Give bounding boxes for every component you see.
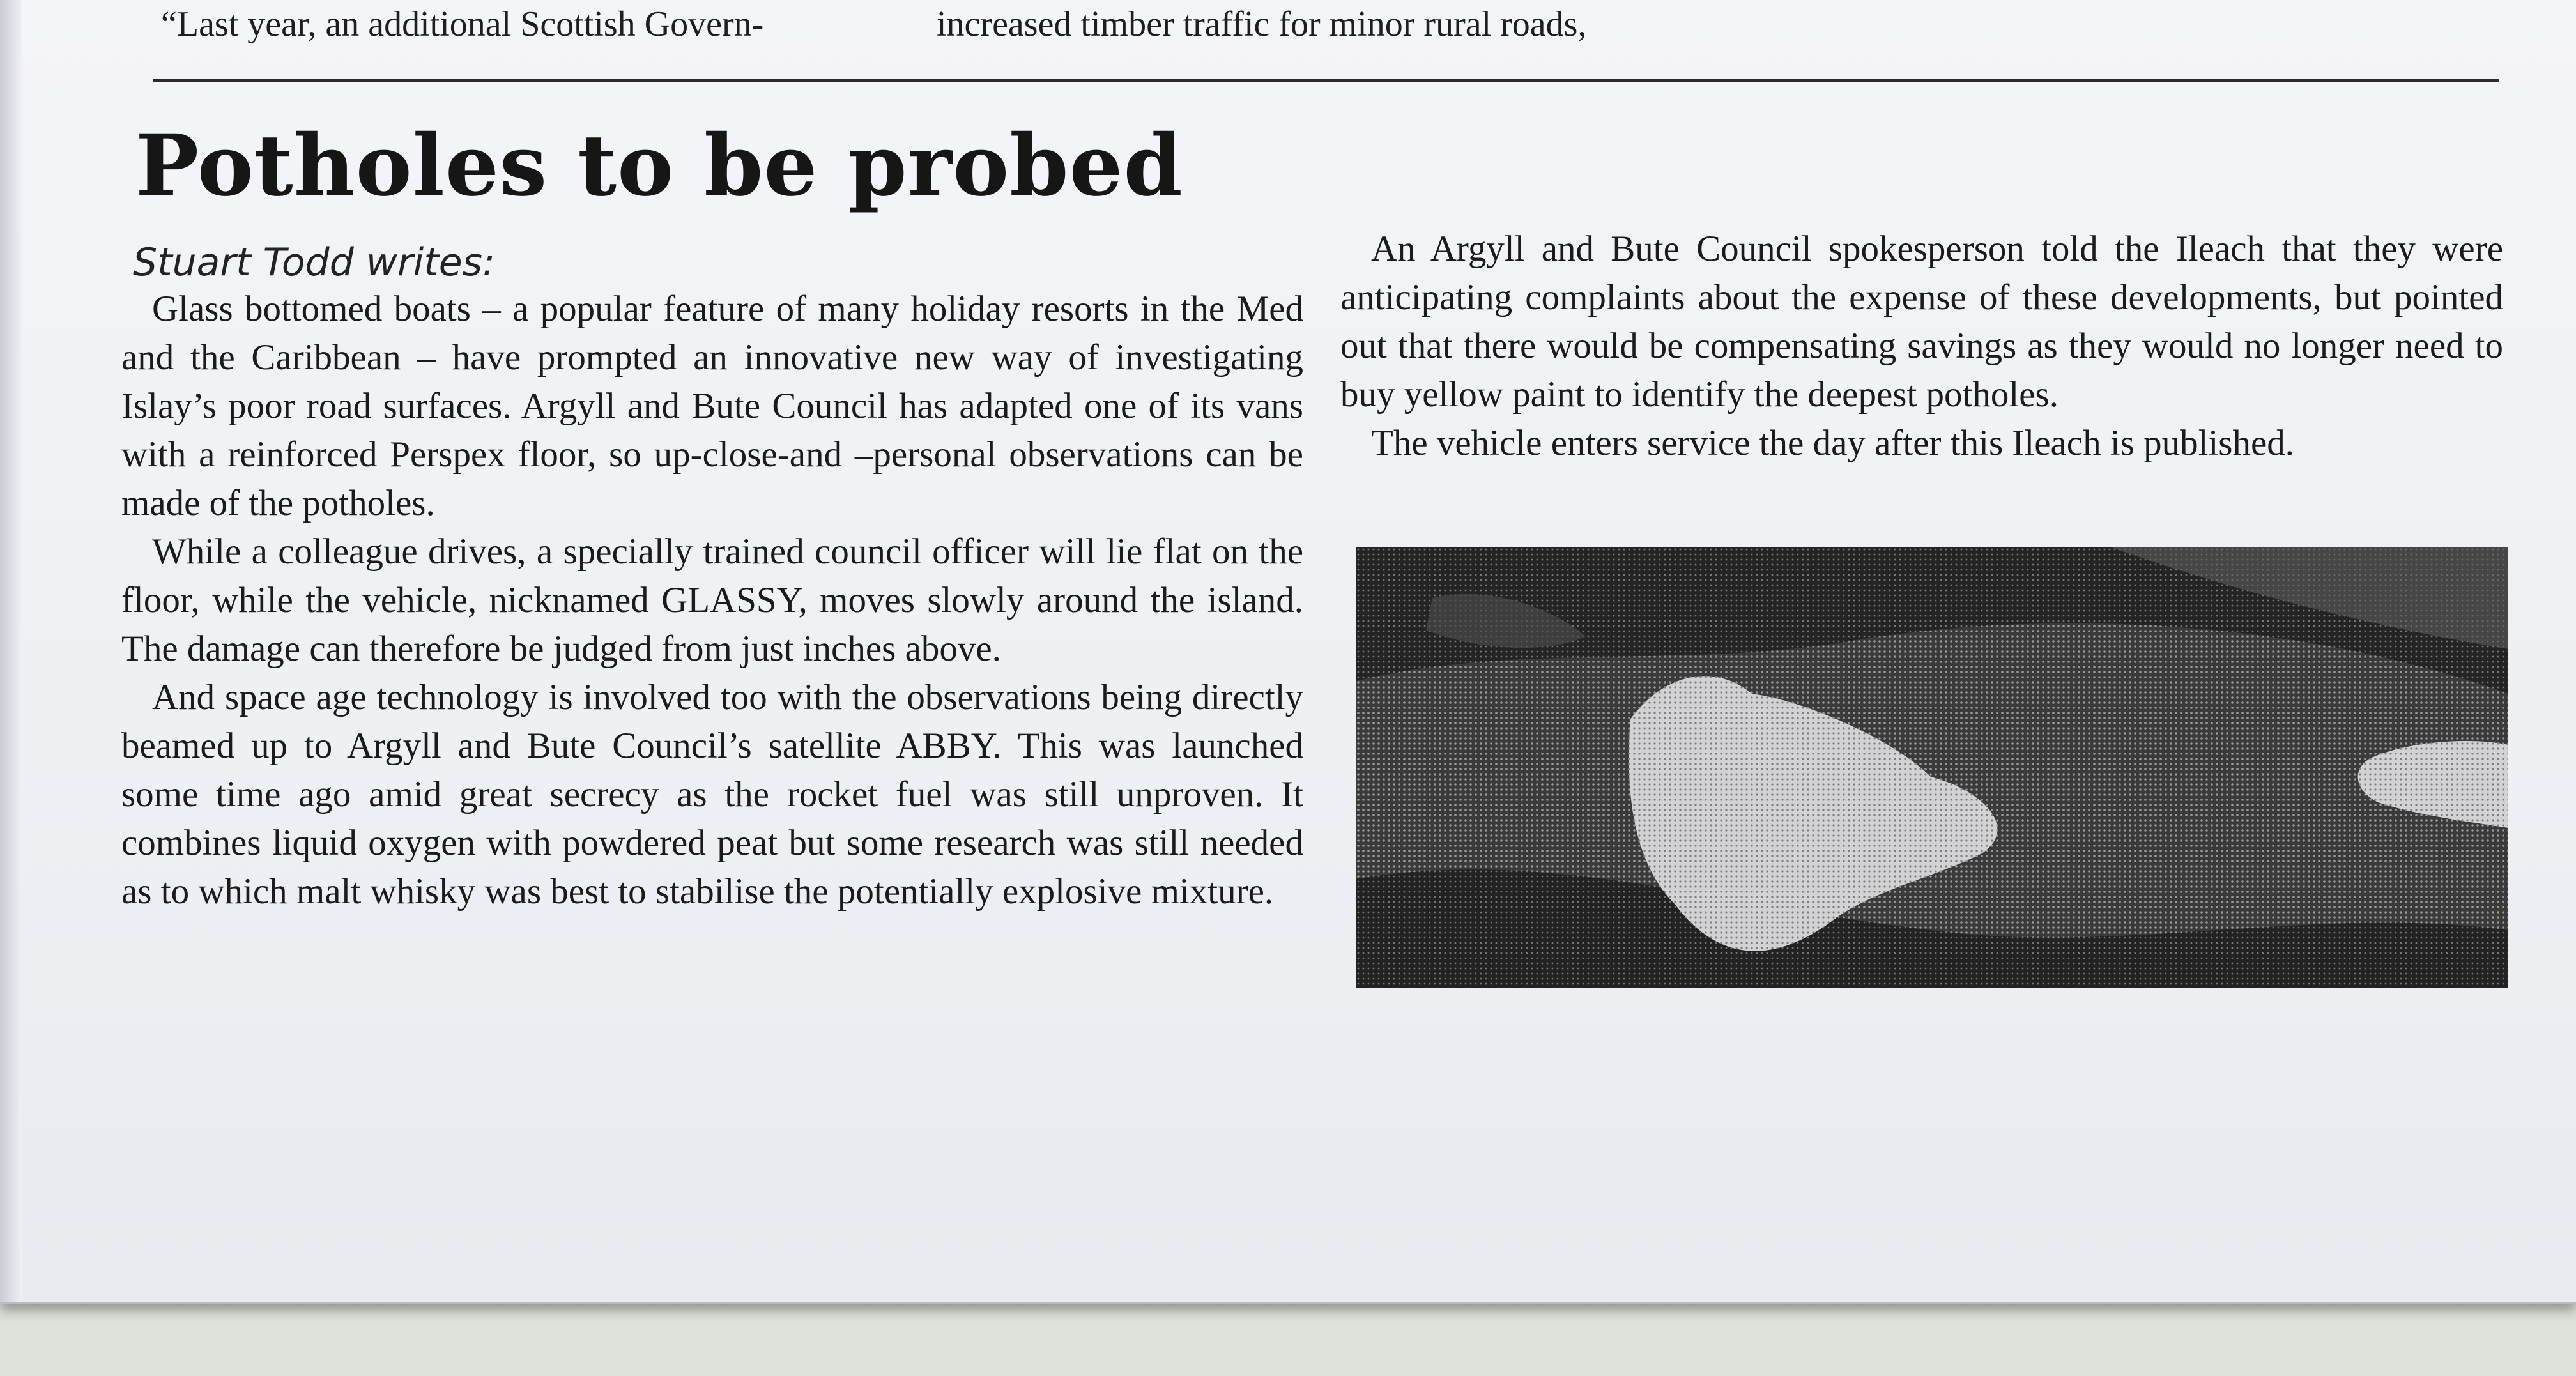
- previous-article-left-line: “Last year, an additional Scottish Govern-: [161, 4, 764, 44]
- article-paragraph: Glass bottomed boats – a popular feature of many holiday resorts in the Med and the Caribbean – have prompted an innovative new way of investigating Islay’s poor road surfaces. Argyll and Bute Council has adapted one of its vans with a reinforced Perspex floor, so up-close-and –personal observations can be made of the potholes.: [121, 289, 1303, 523]
- pothole-photo: [1356, 547, 2508, 988]
- section-divider: [153, 79, 2499, 82]
- article-byline: Stuart Todd writes:: [133, 240, 496, 285]
- article-paragraph: And space age technology is involved too with the observations being directly beamed up to Argyll and Bute Council’s satellite ABBY. This was launched some time ago amid great secrecy as the rocket fuel was still unproven. It combines liquid oxygen with powdered peat but some research was still needed as to which malt whisky was best to stabilise the potentially explosive mixture.: [121, 677, 1303, 912]
- article-paragraph: The vehicle enters service the day after this Ileach is published.: [1371, 423, 2295, 463]
- article-right-column: [1340, 225, 2503, 468]
- article-left-column: [121, 285, 1303, 916]
- previous-article-right-line: increased timber traffic for minor rural roads,: [937, 4, 1587, 44]
- article-headline: Potholes to be probed: [135, 116, 1183, 215]
- article-paragraph: While a colleague drives, a specially trained council officer will lie flat on the floor, while the vehicle, nicknamed GLASSY, moves slowly around the island. The damage can therefore be judged from just inches above.: [121, 531, 1303, 669]
- article-paragraph: An Argyll and Bute Council spokesperson told the Ileach that they were anticipating complaints about the expense of these developments, but pointed out that there would be compensating savings as they would no longer need to buy yellow paint to identify the deepest potholes.: [1340, 229, 2503, 415]
- page-edge-shadow: [0, 0, 22, 1302]
